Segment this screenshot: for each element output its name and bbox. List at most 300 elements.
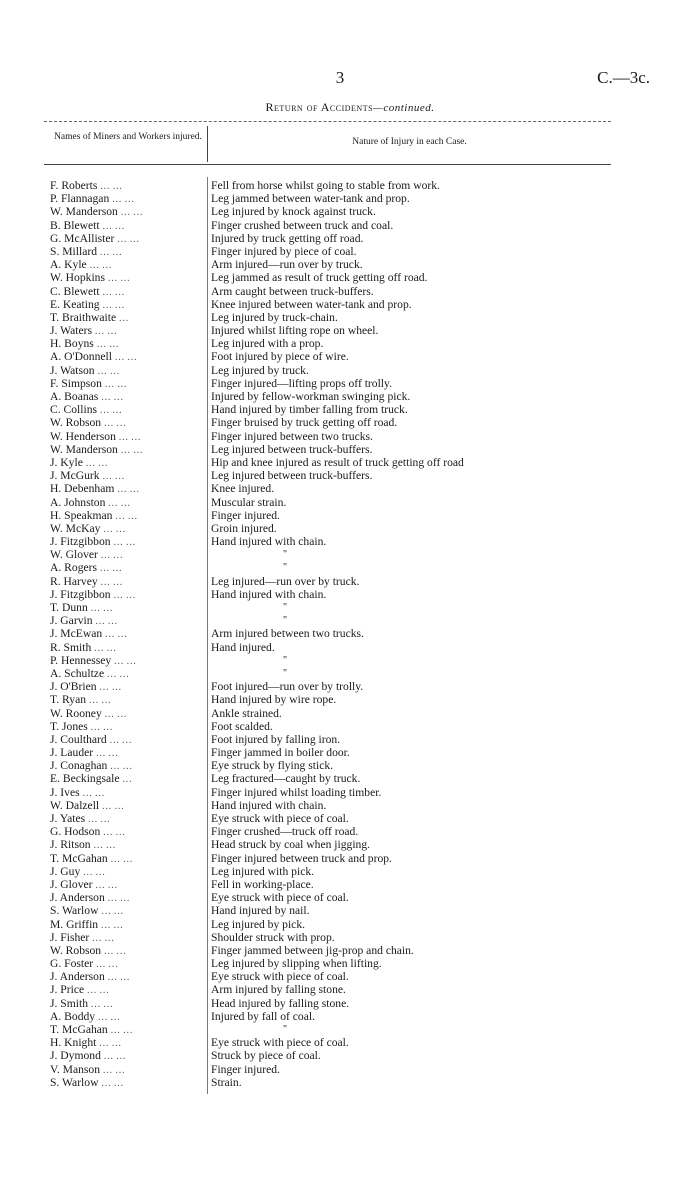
worker-name-cell bbox=[50, 957, 205, 971]
leader-dots: … … bbox=[98, 919, 124, 931]
table-row bbox=[0, 1063, 700, 1076]
injury-description: Leg jammed between water-tank and prop. bbox=[211, 192, 410, 206]
worker-name-cell bbox=[50, 891, 205, 905]
worker-name-cell bbox=[50, 390, 205, 404]
injury-description: Foot injured—run over by trolly. bbox=[211, 680, 364, 694]
worker-name: G. McAllister bbox=[50, 231, 115, 245]
table-row bbox=[0, 746, 700, 759]
worker-name: T. McGahan bbox=[50, 851, 108, 865]
table-row bbox=[0, 957, 700, 970]
leader-dots: … … bbox=[96, 682, 122, 694]
leader-dots: … … bbox=[102, 629, 128, 641]
table-row bbox=[0, 733, 700, 746]
table-row bbox=[0, 838, 700, 851]
leader-dots: … … bbox=[117, 207, 143, 219]
table-row bbox=[0, 403, 700, 416]
worker-name-cell bbox=[50, 931, 205, 945]
worker-name: V. Manson bbox=[50, 1062, 101, 1076]
table-row bbox=[0, 192, 700, 205]
leader-dots: … … bbox=[104, 273, 130, 285]
worker-name: J. Fisher bbox=[50, 930, 90, 944]
worker-name-cell bbox=[50, 482, 205, 496]
injury-description: Finger bruised by truck getting off road. bbox=[211, 416, 398, 430]
leader-dots: … … bbox=[95, 1011, 121, 1023]
worker-name: W. Robson bbox=[50, 943, 102, 957]
injury-description: Head struck by coal when jigging. bbox=[211, 838, 371, 852]
worker-name: T. Braithwaite bbox=[50, 310, 117, 324]
worker-name-cell bbox=[50, 680, 205, 694]
leader-dots: … … bbox=[101, 418, 127, 430]
injury-description: Foot scalded. bbox=[211, 719, 273, 733]
injury-description: Leg injured with pick. bbox=[211, 864, 315, 878]
worker-name: J. Conaghan bbox=[50, 759, 108, 773]
injury-ditto-mark: " bbox=[283, 549, 288, 561]
worker-name: C. Blewett bbox=[50, 284, 100, 298]
worker-name-cell bbox=[50, 364, 205, 378]
table-row bbox=[0, 258, 700, 271]
table-row bbox=[0, 522, 700, 535]
worker-name-cell bbox=[50, 548, 205, 562]
worker-name-cell bbox=[50, 258, 205, 272]
leader-dots: … … bbox=[114, 233, 140, 245]
injury-description: Eye struck by flying stick. bbox=[211, 759, 334, 773]
injury-description: Injured by fall of coal. bbox=[211, 1009, 315, 1023]
table-row bbox=[0, 1036, 700, 1049]
leader-dots: … … bbox=[111, 655, 137, 667]
worker-name: J. McEwan bbox=[50, 627, 103, 641]
injury-description: Shoulder struck with prop. bbox=[211, 930, 335, 944]
worker-name-cell bbox=[50, 298, 205, 312]
worker-name-cell bbox=[50, 285, 205, 299]
leader-dots: … … bbox=[80, 866, 106, 878]
worker-name: W. Hopkins bbox=[50, 271, 105, 285]
table-row bbox=[0, 285, 700, 298]
worker-name-cell bbox=[50, 614, 205, 628]
worker-name-cell bbox=[50, 627, 205, 641]
table-row bbox=[0, 496, 700, 509]
table-top-rule bbox=[44, 121, 611, 122]
injury-description: Hip and knee injured as result of truck getting off road bbox=[211, 455, 464, 469]
injury-description: Head injured by falling stone. bbox=[211, 996, 350, 1010]
injury-description: Arm injured between two trucks. bbox=[211, 627, 364, 641]
table-row bbox=[0, 667, 700, 680]
leader-dots: … … bbox=[92, 879, 118, 891]
worker-name: T. McGahan bbox=[50, 1023, 108, 1036]
leader-dots: … … bbox=[99, 286, 125, 298]
injury-description: Hand injured by nail. bbox=[211, 904, 310, 918]
leader-dots: … … bbox=[100, 523, 126, 535]
injury-description: Arm injured by falling stone. bbox=[211, 983, 346, 997]
table-row bbox=[0, 509, 700, 522]
table-row bbox=[0, 627, 700, 640]
page-number: 3 bbox=[335, 68, 345, 87]
leader-dots: … … bbox=[82, 457, 108, 469]
table-row bbox=[0, 271, 700, 284]
worker-name-cell bbox=[50, 403, 205, 417]
leader-dots: … … bbox=[98, 1077, 124, 1089]
injury-description: Fell from horse whilst going to stable from work. bbox=[211, 179, 440, 192]
injury-ditto-mark: " bbox=[283, 615, 288, 627]
leader-dots: … … bbox=[104, 972, 130, 984]
table-row bbox=[0, 707, 700, 720]
worker-name-cell bbox=[50, 350, 205, 364]
worker-name-cell bbox=[50, 535, 205, 549]
worker-name: J. Waters bbox=[50, 324, 92, 338]
table-row bbox=[0, 1010, 700, 1023]
worker-name-cell bbox=[50, 561, 205, 575]
table-row bbox=[0, 311, 700, 324]
worker-name: W. Manderson bbox=[50, 442, 118, 456]
table-header-rule bbox=[44, 164, 611, 165]
worker-name-cell bbox=[50, 324, 205, 338]
worker-name: F. Roberts bbox=[50, 179, 98, 192]
injury-ditto-mark: " bbox=[283, 654, 288, 666]
leader-dots: … bbox=[116, 312, 129, 324]
leader-dots: … … bbox=[117, 444, 143, 456]
leader-dots: … … bbox=[96, 1038, 122, 1050]
table-row bbox=[0, 878, 700, 891]
worker-name-cell bbox=[50, 944, 205, 958]
table-row bbox=[0, 219, 700, 232]
leader-dots: … … bbox=[112, 510, 138, 522]
worker-name: T. Jones bbox=[50, 719, 88, 733]
worker-name-cell bbox=[50, 707, 205, 721]
injury-description: Muscular strain. bbox=[211, 495, 287, 509]
leader-dots: … … bbox=[97, 576, 123, 588]
worker-name: P. Hennessey bbox=[50, 653, 112, 667]
worker-name: A. Rogers bbox=[50, 561, 98, 575]
worker-name-cell bbox=[50, 865, 205, 879]
worker-name: J. O'Brien bbox=[50, 680, 97, 694]
injury-description: Injured by fellow-workman swinging pick. bbox=[211, 390, 411, 403]
injury-description: Leg injured—run over by truck. bbox=[211, 574, 360, 588]
leader-dots: … … bbox=[107, 1025, 133, 1036]
worker-name: R. Smith bbox=[50, 640, 92, 654]
injury-description: Eye struck with piece of coal. bbox=[211, 970, 349, 984]
leader-dots: … … bbox=[94, 365, 120, 377]
table-row bbox=[0, 759, 700, 772]
worker-name-cell bbox=[50, 983, 205, 997]
leader-dots: … … bbox=[97, 550, 123, 562]
injury-description: Finger injured—lifting props off trolly. bbox=[211, 376, 392, 390]
leader-dots: … … bbox=[101, 378, 127, 390]
worker-name-cell bbox=[50, 904, 205, 918]
worker-name: J. Dymond bbox=[50, 1049, 101, 1063]
injury-description: Foot injured by falling iron. bbox=[211, 732, 341, 746]
leader-dots: … … bbox=[98, 392, 124, 403]
table-row bbox=[0, 720, 700, 733]
leader-dots: … … bbox=[98, 906, 124, 918]
worker-name: J. Ritson bbox=[50, 838, 91, 852]
worker-name: R. Harvey bbox=[50, 574, 98, 588]
worker-name-cell bbox=[50, 1063, 205, 1077]
leader-dots: … … bbox=[110, 589, 136, 601]
leader-dots: … … bbox=[106, 734, 132, 746]
worker-name: H. Speakman bbox=[50, 508, 113, 522]
table-row bbox=[0, 469, 700, 482]
worker-name-cell bbox=[50, 654, 205, 668]
worker-name: J. Fitzgibbon bbox=[50, 587, 111, 601]
worker-name: J. Coulthard bbox=[50, 732, 107, 746]
worker-name: S. Warlow bbox=[50, 1075, 99, 1089]
worker-name-cell bbox=[50, 799, 205, 813]
column-header-names: Names of Miners and Workers injured. bbox=[54, 132, 202, 142]
worker-name-cell bbox=[50, 786, 205, 800]
worker-name-cell bbox=[50, 205, 205, 219]
column-header-injury: Nature of Injury in each Case. bbox=[352, 137, 467, 147]
leader-dots: … … bbox=[93, 339, 119, 351]
worker-name-cell bbox=[50, 825, 205, 839]
worker-name: J. Glover bbox=[50, 877, 93, 891]
worker-name: J. Fitzgibbon bbox=[50, 535, 111, 549]
table-row bbox=[0, 918, 700, 931]
injury-description: Finger crushed—truck off road. bbox=[211, 825, 359, 839]
table-row bbox=[0, 614, 700, 627]
injury-description: Injured whilst lifting rope on wheel. bbox=[211, 324, 379, 338]
table-row bbox=[0, 825, 700, 838]
worker-name-cell bbox=[50, 219, 205, 233]
leader-dots: … … bbox=[97, 246, 123, 258]
leader-dots: … … bbox=[115, 431, 141, 443]
injury-description: Finger injured. bbox=[211, 1062, 280, 1076]
leader-dots: … … bbox=[97, 563, 123, 575]
worker-name-cell bbox=[50, 337, 205, 351]
worker-name-cell bbox=[50, 509, 205, 523]
worker-name: B. Blewett bbox=[50, 218, 100, 232]
leader-dots: … … bbox=[111, 352, 137, 364]
worker-name: A. O'Donnell bbox=[50, 350, 112, 364]
worker-name: J. McGurk bbox=[50, 469, 100, 483]
worker-name: P. Flannagan bbox=[50, 192, 110, 206]
worker-name: W. Robson bbox=[50, 416, 102, 430]
worker-name: J. Kyle bbox=[50, 455, 83, 469]
leader-dots: … … bbox=[87, 603, 113, 614]
table-row bbox=[0, 456, 700, 469]
table-row bbox=[0, 970, 700, 983]
leader-dots: … … bbox=[104, 668, 130, 680]
table-row bbox=[0, 324, 700, 337]
worker-name: F. Simpson bbox=[50, 376, 102, 390]
injury-description: Leg injured by truck. bbox=[211, 363, 309, 377]
leader-dots: … … bbox=[90, 840, 116, 852]
leader-dots: … … bbox=[99, 299, 125, 311]
table-row bbox=[0, 641, 700, 654]
table-row bbox=[0, 588, 700, 601]
worker-name: W. Manderson bbox=[50, 205, 118, 219]
table-row bbox=[0, 205, 700, 218]
injury-description: Finger injured between two trucks. bbox=[211, 429, 373, 443]
injury-description: Leg injured by slipping when lifting. bbox=[211, 957, 382, 971]
injury-description: Finger injured whilst loading timber. bbox=[211, 785, 382, 799]
worker-name-cell bbox=[50, 377, 205, 391]
injury-description: Leg injured with a prop. bbox=[211, 337, 324, 351]
worker-name-cell bbox=[50, 575, 205, 589]
injury-description: Arm caught between truck-buffers. bbox=[211, 284, 374, 298]
worker-name: M. Griffin bbox=[50, 917, 99, 931]
table-row bbox=[0, 535, 700, 548]
worker-name-cell bbox=[50, 443, 205, 457]
injury-description: Leg injured by truck-chain. bbox=[211, 310, 338, 324]
worker-name: J. Garvin bbox=[50, 614, 93, 628]
leader-dots: … … bbox=[85, 814, 111, 825]
worker-name-cell bbox=[50, 245, 205, 259]
injury-description: Finger injured between truck and prop. bbox=[211, 851, 392, 865]
worker-name: J. Guy bbox=[50, 864, 81, 878]
injury-ditto-mark: " bbox=[283, 602, 288, 613]
injury-description: Finger jammed between jig-prop and chain. bbox=[211, 943, 414, 957]
return-title-suffix: —continued. bbox=[373, 102, 435, 114]
worker-name-cell bbox=[50, 416, 205, 430]
leader-dots: … … bbox=[110, 537, 136, 549]
worker-name: E. Beckingsale bbox=[50, 772, 120, 786]
leader-dots: … … bbox=[104, 893, 130, 905]
worker-name: J. Lauder bbox=[50, 746, 94, 760]
injury-description: Leg injured by knock against truck. bbox=[211, 205, 376, 219]
leader-dots: … … bbox=[107, 853, 133, 865]
leader-dots: … … bbox=[109, 194, 135, 206]
worker-name: W. Rooney bbox=[50, 706, 102, 720]
document-code: C.—3c. bbox=[597, 68, 650, 87]
worker-name: W. McKay bbox=[50, 521, 101, 535]
injury-description: Struck by piece of coal. bbox=[211, 1049, 321, 1063]
table-row bbox=[0, 350, 700, 363]
injury-description: Finger injured by piece of coal. bbox=[211, 244, 357, 258]
injury-description: Leg injured by pick. bbox=[211, 917, 306, 931]
leader-dots: … … bbox=[79, 787, 105, 799]
worker-name: H. Debenham bbox=[50, 482, 115, 496]
worker-name-cell bbox=[50, 918, 205, 932]
worker-name-cell bbox=[50, 733, 205, 747]
worker-name-cell bbox=[50, 601, 205, 615]
table-row bbox=[0, 443, 700, 456]
return-title bbox=[0, 100, 700, 115]
worker-name: C. Collins bbox=[50, 403, 98, 417]
leader-dots: … … bbox=[84, 985, 110, 997]
injury-description: Knee injured. bbox=[211, 482, 275, 496]
worker-name-cell bbox=[50, 469, 205, 483]
leader-dots: … … bbox=[101, 945, 127, 957]
worker-name: W. Henderson bbox=[50, 429, 116, 443]
injury-description: Injured by truck getting off road. bbox=[211, 231, 364, 245]
worker-name: A. Schultze bbox=[50, 666, 105, 680]
worker-name: J. Yates bbox=[50, 812, 86, 825]
worker-name: S. Warlow bbox=[50, 904, 99, 918]
worker-name-cell bbox=[50, 772, 205, 786]
table-row bbox=[0, 680, 700, 693]
injury-description: Strain. bbox=[211, 1075, 242, 1089]
injury-description: Leg injured between truck-buffers. bbox=[211, 469, 373, 483]
table-row bbox=[0, 852, 700, 865]
leader-dots: … … bbox=[100, 827, 126, 839]
worker-name-cell bbox=[50, 997, 205, 1011]
injury-description: Finger injured. bbox=[211, 508, 280, 522]
leader-dots: … … bbox=[87, 721, 113, 733]
return-title-main: Return of Accidents bbox=[265, 100, 374, 114]
worker-name-cell bbox=[50, 456, 205, 470]
injury-ditto-mark: " bbox=[283, 1024, 288, 1035]
table-row bbox=[0, 1023, 700, 1036]
injury-description: Eye struck with piece of coal. bbox=[211, 891, 349, 905]
table-row bbox=[0, 245, 700, 258]
injury-ditto-mark: " bbox=[283, 562, 288, 574]
worker-name: J. Watson bbox=[50, 363, 95, 377]
table-row bbox=[0, 377, 700, 390]
leader-dots: … … bbox=[99, 220, 125, 232]
worker-name-cell bbox=[50, 1049, 205, 1063]
leader-dots: … … bbox=[91, 642, 117, 654]
worker-name-cell bbox=[50, 667, 205, 681]
leader-dots: … … bbox=[88, 998, 114, 1010]
injury-description: Finger jammed in boiler door. bbox=[211, 746, 350, 760]
injury-description: Foot injured by piece of wire. bbox=[211, 350, 349, 364]
leader-dots: … … bbox=[97, 405, 123, 417]
injury-description: Hand injured by timber falling from truck. bbox=[211, 403, 408, 417]
worker-name-cell bbox=[50, 720, 205, 734]
injury-ditto-mark: " bbox=[283, 667, 288, 679]
worker-name: S. Millard bbox=[50, 244, 98, 258]
worker-name: A. Kyle bbox=[50, 258, 87, 272]
worker-name-cell bbox=[50, 1036, 205, 1050]
worker-name-cell bbox=[50, 970, 205, 984]
worker-name: T. Ryan bbox=[50, 693, 87, 707]
table-row bbox=[0, 1076, 700, 1089]
worker-name-cell bbox=[50, 192, 205, 206]
injury-description: Hand injured with chain. bbox=[211, 535, 327, 549]
worker-name: E. Keating bbox=[50, 297, 100, 311]
table-row bbox=[0, 548, 700, 561]
injury-description: Finger crushed between truck and coal. bbox=[211, 218, 394, 232]
leader-dots: … … bbox=[99, 471, 125, 483]
worker-name-cell bbox=[50, 430, 205, 444]
leader-dots: … … bbox=[114, 484, 140, 496]
table-row bbox=[0, 232, 700, 245]
worker-name-cell bbox=[50, 271, 205, 285]
table-row bbox=[0, 891, 700, 904]
table-row bbox=[0, 799, 700, 812]
table-row bbox=[0, 575, 700, 588]
table-row bbox=[0, 416, 700, 429]
leader-dots: … … bbox=[93, 748, 119, 760]
leader-dots: … … bbox=[89, 932, 115, 944]
worker-name: G. Foster bbox=[50, 957, 94, 971]
injury-description: Hand injured by wire rope. bbox=[211, 693, 337, 707]
injury-description: Leg fractured—caught by truck. bbox=[211, 772, 361, 786]
leader-dots: … bbox=[119, 774, 133, 786]
worker-name-cell bbox=[50, 838, 205, 852]
table-row bbox=[0, 430, 700, 443]
worker-name-cell bbox=[50, 1076, 205, 1090]
accident-rows bbox=[0, 179, 700, 1089]
injury-description: Hand injured with chain. bbox=[211, 798, 327, 812]
worker-name: A. Boanas bbox=[50, 390, 99, 403]
table-row bbox=[0, 997, 700, 1010]
worker-name: H. Knight bbox=[50, 1036, 97, 1050]
worker-name-cell bbox=[50, 759, 205, 773]
leader-dots: … … bbox=[100, 1051, 126, 1063]
leader-dots: … … bbox=[97, 181, 123, 192]
leader-dots: … … bbox=[92, 616, 118, 628]
injury-description: Leg injured between truck-buffers. bbox=[211, 442, 373, 456]
injury-description: Groin injured. bbox=[211, 521, 277, 535]
injury-description: Eye struck with piece of coal. bbox=[211, 1036, 349, 1050]
worker-name-cell bbox=[50, 878, 205, 892]
table-row bbox=[0, 812, 700, 825]
leader-dots: … … bbox=[93, 959, 119, 971]
worker-name: J. Ives bbox=[50, 785, 80, 799]
worker-name-cell bbox=[50, 746, 205, 760]
table-row bbox=[0, 772, 700, 785]
worker-name-cell bbox=[50, 179, 205, 193]
